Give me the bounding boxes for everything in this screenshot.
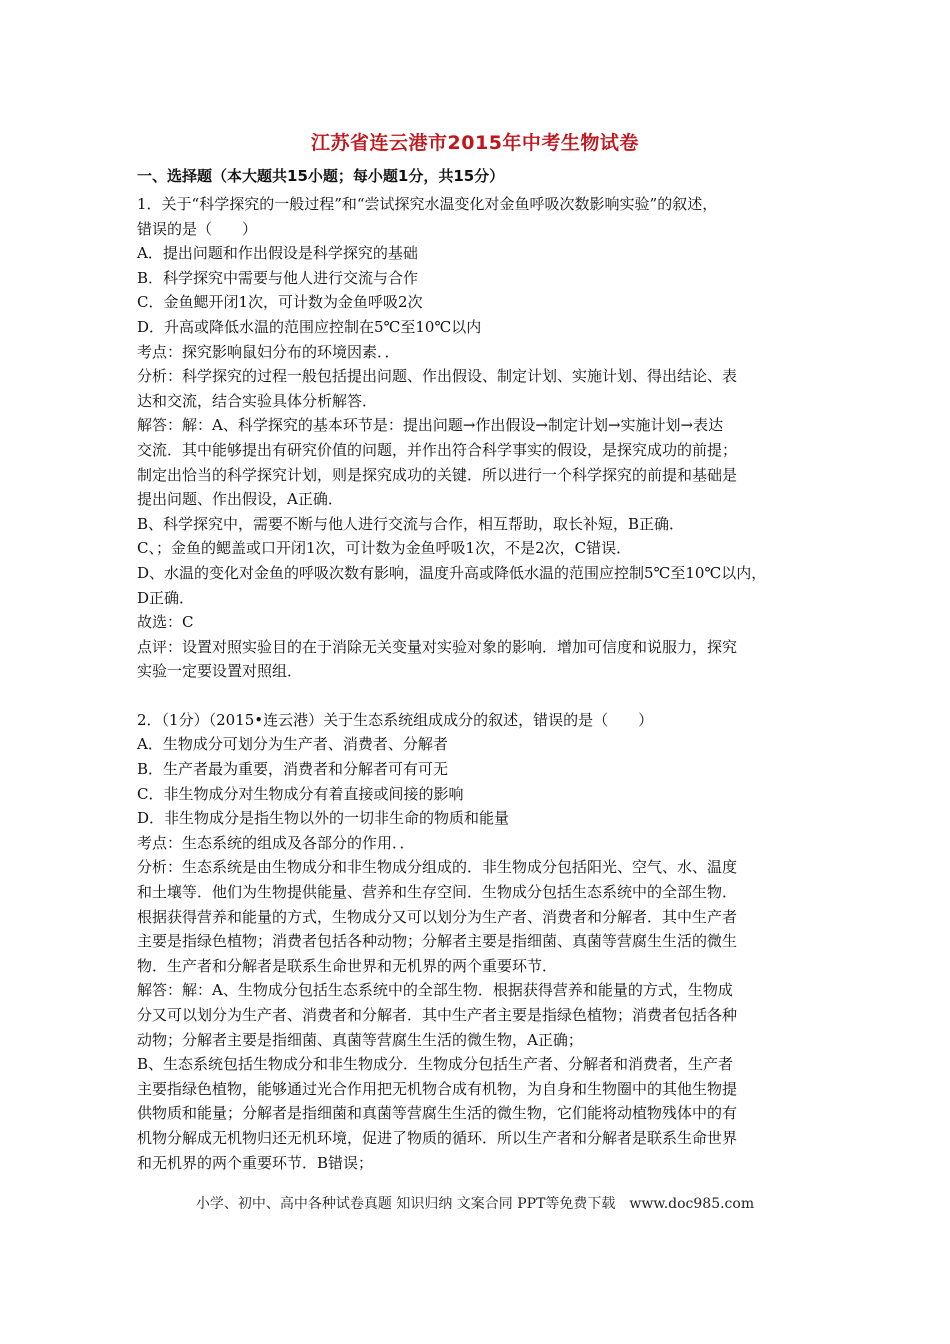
text-line: 物．生产者和分解者是联系生命世界和无机界的两个重要环节．	[137, 956, 558, 975]
text-line: 主要是指绿色植物；消费者包括各种动物；分解者主要是指细菌、真菌等营腐生生活的微生	[137, 932, 738, 951]
text-line: B．科学探究中需要与他人进行交流与合作	[137, 268, 419, 287]
text-line: D．非生物成分是指生物以外的一切非生命的物质和能量	[137, 809, 510, 828]
text-line: 实验一定要设置对照组．	[137, 662, 303, 681]
text-line: 达和交流，结合实验具体分析解答．	[137, 391, 378, 410]
text-line: B、科学探究中，需要不断与他人进行交流与合作，相互帮助，取长补短，B正确．	[137, 514, 685, 533]
text-line: D、水温的变化对金鱼的呼吸次数有影响，温度升高或降低水温的范围应控制5℃至10℃以内，	[137, 563, 767, 582]
text-line: 分又可以划分为生产者、消费者和分解者．其中生产者主要是指绿色植物；消费者包括各种	[137, 1006, 738, 1024]
text-line: A．提出问题和作出假设是科学探究的基础	[137, 244, 418, 263]
document-body	[137, 192, 827, 1175]
text-line: 根据获得营养和能量的方式，生物成分又可以划分为生产者、消费者和分解者．其中生产者	[137, 907, 738, 926]
text-line: 分析：生态系统是由生物成分和非生物成分组成的．非生物成分包括阳光、空气、水、温度	[137, 858, 738, 877]
page-title: 江苏省连云港市2015年中考生物试卷	[311, 132, 639, 154]
text-line: D．升高或降低水温的范围应控制在5℃至10℃以内	[137, 317, 482, 336]
text-line: D正确．	[137, 588, 195, 607]
text-line: 考点：生态系统的组成及各部分的作用．．	[137, 833, 415, 852]
text-line: 考点：探究影响鼠妇分布的环境因素．．	[137, 342, 400, 361]
text-line: A．生物成分可划分为生产者、消费者、分解者	[137, 735, 448, 754]
page-footer: 小学、初中、高中各种试卷真题 知识归纳 文案合同 PPT等免费下载 www.doc985.com	[195, 1196, 755, 1212]
question-1	[137, 192, 827, 684]
text-line: 提出问题、作出假设，A正确．	[137, 490, 343, 509]
text-line: 交流．其中能够提出有研究价值的问题，并作出符合科学事实的假设，是探究成功的前提；	[137, 440, 738, 459]
text-line: 解答：解：A、科学探究的基本环节是：提出问题→作出假设→制定计划→实施计划→表达	[137, 416, 724, 435]
text-line: 错误的是（ ）	[137, 219, 258, 238]
text-line: C．非生物成分对生物成分有着直接或间接的影响	[137, 784, 464, 803]
section-heading: 一、选择题（本大题共15小题；每小题1分，共15分）	[137, 167, 505, 185]
text-line: 故选：C	[137, 613, 194, 632]
spacer	[137, 684, 827, 708]
text-line: C．金鱼鳃开闭1次，可计数为金鱼呼吸2次	[137, 293, 423, 312]
text-line: 解答：解：A、生物成分包括生态系统中的全部生物．根据获得营养和能量的方式，生物成	[137, 981, 733, 1000]
text-line: 和无机界的两个重要环节．B错误；	[137, 1153, 374, 1172]
text-line: 点评：设置对照实验目的在于消除无关变量对实验对象的影响．增加可信度和说服力，探究	[137, 637, 738, 656]
text-line: B．生产者最为重要，消费者和分解者可有可无	[137, 760, 449, 779]
text-line: 制定出恰当的科学探究计划，则是探究成功的关键．所以进行一个科学探究的前提和基础是	[137, 465, 738, 484]
text-line: 动物；分解者主要是指细菌、真菌等营腐生生活的微生物，A正确；	[137, 1030, 583, 1049]
text-line: B、生态系统包括生物成分和非生物成分．生物成分包括生产者、分解者和消费者，生产者	[137, 1055, 734, 1074]
text-line: 机物分解成无机物归还无机环境，促进了物质的循环．所以生产者和分解者是联系生命世界	[137, 1128, 738, 1147]
text-line: 分析：科学探究的过程一般包括提出问题、作出假设、制定计划、实施计划、得出结论、表	[137, 367, 738, 386]
text-line: 2．（1分）（2015•连云港）关于生态系统组成成分的叙述，错误的是（ ）	[137, 710, 654, 729]
text-line: 1．关于“科学探究的一般过程”和“尝试探究水温变化对金鱼呼吸次数影响实验”的叙述，	[137, 195, 718, 213]
text-line: C、；金鱼的鳃盖或口开闭1次，可计数为金鱼呼吸1次，不是2次，C错误．	[137, 539, 632, 558]
text-line: 和土壤等．他们为生物提供能量、营养和生存空间．生物成分包括生态系统中的全部生物．	[137, 883, 738, 902]
question-2	[137, 708, 827, 1175]
text-line: 供物质和能量；分解者是指细菌和真菌等营腐生生活的微生物，它们能将动植物残体中的有	[137, 1104, 738, 1123]
text-line: 主要指绿色植物，能够通过光合作用把无机物合成有机物，为自身和生物圈中的其他生物提	[137, 1079, 738, 1098]
